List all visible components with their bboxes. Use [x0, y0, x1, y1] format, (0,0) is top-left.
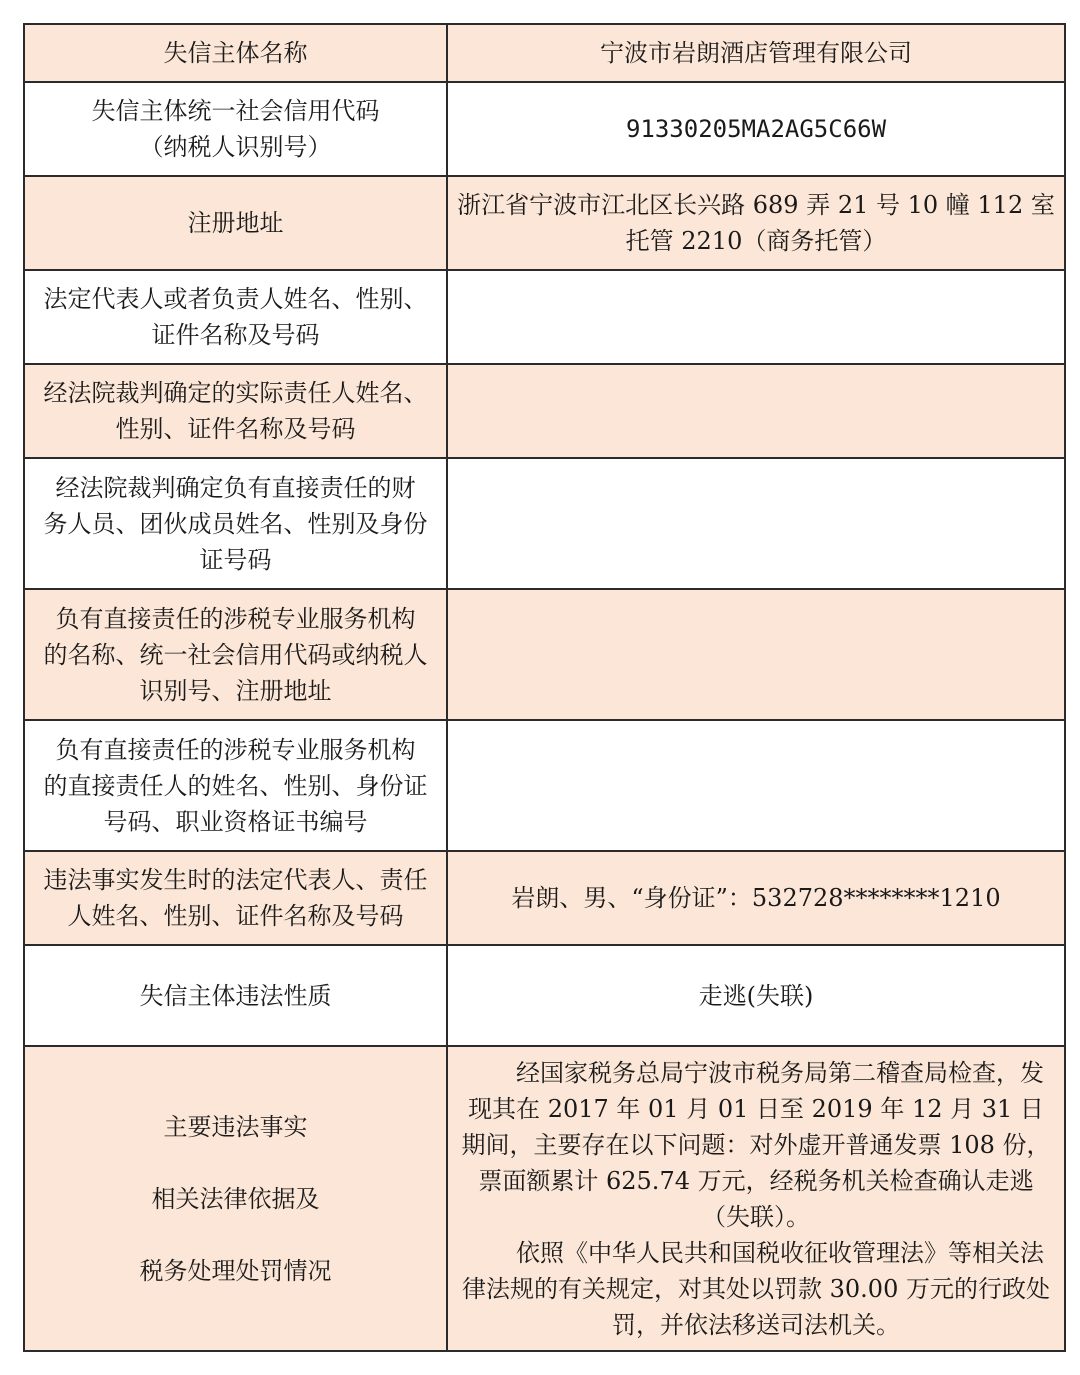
row-actual-responsible: [24, 364, 1065, 458]
row-tax-agency: [24, 589, 1065, 720]
row-violation-facts: [24, 1046, 1065, 1351]
label-cell: 注册地址: [24, 176, 447, 270]
value-credit-code: 91330205MA2AG5C66W: [447, 82, 1065, 176]
penalty-paragraph: 依照《中华人民共和国税收征收管理法》等相关法律法规的有关规定，对其处以罚款 30.00 万元的行政处罚，并依法移送司法机关。: [462, 1238, 1050, 1339]
row-tax-agency-person: [24, 720, 1065, 851]
value-entity-name: 宁波市岩朗酒店管理有限公司: [447, 24, 1065, 82]
label-cell: 经法院裁判确定的实际责任人姓名、 性别、证件名称及号码: [24, 364, 447, 458]
row-finance-staff: [24, 458, 1065, 589]
row-legal-rep: [24, 270, 1065, 364]
label-cell: 法定代表人或者负责人姓名、性别、 证件名称及号码: [24, 270, 447, 364]
value-actual-responsible: [447, 364, 1065, 458]
label-cell: 失信主体名称: [24, 24, 447, 82]
value-registered-address: 浙江省宁波市江北区长兴路 689 弄 21 号 10 幢 112 室 托管 2210（商务托管）: [447, 176, 1065, 270]
label-cell: 违法事实发生时的法定代表人、责任 人姓名、性别、证件名称及号码: [24, 851, 447, 945]
value-tax-agency-person: [447, 720, 1065, 851]
value-rep-at-violation: 岩朗、男、“身份证”：532728********1210: [447, 851, 1065, 945]
label-cell: 失信主体违法性质: [24, 945, 447, 1046]
label-cell: 主要违法事实 相关法律依据及 税务处理处罚情况: [24, 1046, 447, 1351]
value-violation-facts: [447, 1046, 1065, 1351]
row-rep-at-violation: [24, 851, 1065, 945]
label-cell: 负有直接责任的涉税专业服务机构 的名称、统一社会信用代码或纳税人 识别号、注册地址: [24, 589, 447, 720]
value-finance-staff: [447, 458, 1065, 589]
row-violation-nature: [24, 945, 1065, 1046]
label-cell: 负有直接责任的涉税专业服务机构 的直接责任人的姓名、性别、身份证 号码、职业资格证书编号: [24, 720, 447, 851]
credit-info-table: [23, 23, 1066, 1352]
value-tax-agency: [447, 589, 1065, 720]
row-entity-name: [24, 24, 1065, 82]
value-legal-rep: [447, 270, 1065, 364]
facts-paragraph: 经国家税务总局宁波市税务局第二稽查局检查，发现其在 2017 年 01 月 01 日至 2019 年 12 月 31 日期间，主要存在以下问题：对外虚开普通发票 108 份，票面额累计 625.74 万元，经税务机关检查确认走逃（失联）。: [461, 1058, 1051, 1231]
value-violation-nature: 走逃(失联): [447, 945, 1065, 1046]
label-cell: 失信主体统一社会信用代码 （纳税人识别号）: [24, 82, 447, 176]
row-registered-address: [24, 176, 1065, 270]
row-credit-code: [24, 82, 1065, 176]
label-cell: 经法院裁判确定负有直接责任的财 务人员、团伙成员姓名、性别及身份 证号码: [24, 458, 447, 589]
